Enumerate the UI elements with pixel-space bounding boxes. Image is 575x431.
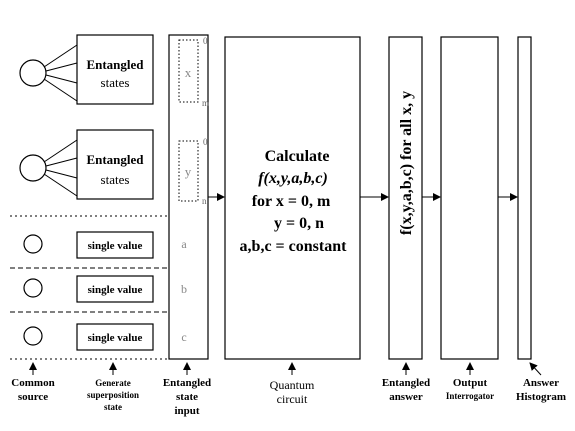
circuit-line-1: Calculate (264, 148, 330, 165)
output-interrogator-box (441, 37, 498, 359)
label-output-2: Interrogator (445, 391, 495, 401)
source-circle-2 (20, 155, 46, 181)
label-quantum-circuit-2: circuit (276, 392, 308, 406)
entangled-answer-text: f(x,y,a,b,c) for all x, y (398, 90, 415, 236)
circuit-line-3: for x = 0, m (251, 193, 331, 210)
circuit-line-5: a,b,c = constant (239, 238, 347, 255)
label-answer-1: Answer (522, 377, 560, 389)
answer-histogram-box (518, 37, 531, 359)
label-answer-2: Histogram (515, 391, 567, 403)
label-quantum-circuit-1: Quantum (269, 378, 315, 392)
label-common-source-2: source (17, 391, 49, 403)
b-register-label: b (181, 282, 187, 296)
label-generate-3: state (104, 402, 122, 412)
circuit-line-2: f(x,y,a,b,c) (258, 170, 328, 187)
y-register-bottom: n (202, 196, 207, 206)
fan-lines-2 (44, 140, 77, 196)
a-register-label: a (181, 237, 187, 251)
c-register-label: c (181, 330, 187, 344)
label-generate-1: Generate (95, 378, 131, 388)
label-entangled-input-2: state (176, 391, 198, 403)
single-value-label-a: single value (87, 240, 143, 252)
x-register-bottom: m (202, 98, 210, 108)
entangled-states-label-1b: states (100, 75, 130, 90)
source-circle-1 (20, 60, 46, 86)
label-entangled-input-3: input (174, 405, 200, 417)
entangled-states-label-1a: Entangled (86, 57, 144, 72)
x-register-label: x (184, 65, 192, 80)
label-common-source-1: Common (11, 377, 55, 389)
label-output-1: Output (452, 377, 488, 389)
label-entangled-input-1: Entangled (162, 377, 212, 389)
entangled-states-label-2a: Entangled (86, 152, 144, 167)
x-register-top: 0 (203, 36, 208, 46)
bottom-pointers (33, 363, 541, 375)
y-register-label: y (184, 164, 192, 179)
y-register-top: 0 (203, 137, 208, 147)
source-circle-b (24, 279, 42, 297)
entangled-states-label-2b: states (100, 172, 130, 187)
single-value-label-b: single value (87, 284, 143, 296)
source-circle-a (24, 235, 42, 253)
bottom-label-group (11, 377, 566, 417)
label-generate-2: superposition (86, 390, 140, 400)
circuit-line-4: y = 0, n (273, 215, 325, 232)
single-value-label-c: single value (87, 332, 143, 344)
fan-lines-1 (44, 45, 77, 101)
label-entangled-answer-1: Entangled (381, 377, 431, 389)
label-entangled-answer-2: answer (389, 391, 423, 403)
source-circle-c (24, 327, 42, 345)
